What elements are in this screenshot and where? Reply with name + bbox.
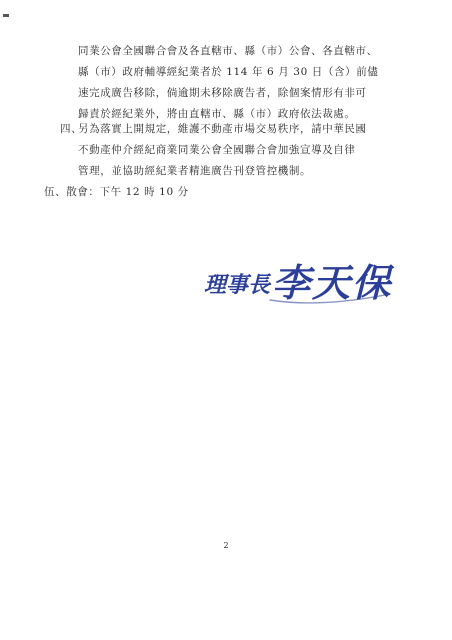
item-four (60, 119, 367, 182)
text-line: 速完成廣告移除，倘逾期未移除廣告者，除個案情形有非可 (78, 87, 367, 99)
signature-title: 理事長 (204, 272, 271, 297)
continued-paragraph (78, 41, 378, 125)
item-number: 四、 (60, 123, 83, 135)
signature-graphic (200, 250, 400, 310)
text-line: 歸責於經紀業外，將由直轄市、縣（市）政府依法裁處。 (78, 108, 356, 120)
text-line: 不動產仲介經紀商業同業公會全國聯合會加強宣導及自律 (78, 144, 356, 156)
text-line: 同業公會全國聯合會及各直轄市、縣（市）公會、各直轄市、 (78, 45, 378, 57)
adjournment-line: 伍、散會：下午 12 時 10 分 (44, 186, 189, 198)
text-line: 另為落實上開規定，維護不動產市場交易秩序，請中華民國 (78, 123, 367, 135)
text-line: 管理，並協助經紀業者精進廣告刊登管控機制。 (78, 165, 312, 177)
scan-corner-mark (3, 14, 9, 17)
text-line: 縣（市）政府輔導經紀業者於 114 年 6 月 30 日（含）前儘 (78, 66, 379, 78)
chairman-signature (200, 250, 400, 310)
page-number: 2 (223, 541, 229, 550)
signature-name: 李天保 (272, 260, 393, 305)
